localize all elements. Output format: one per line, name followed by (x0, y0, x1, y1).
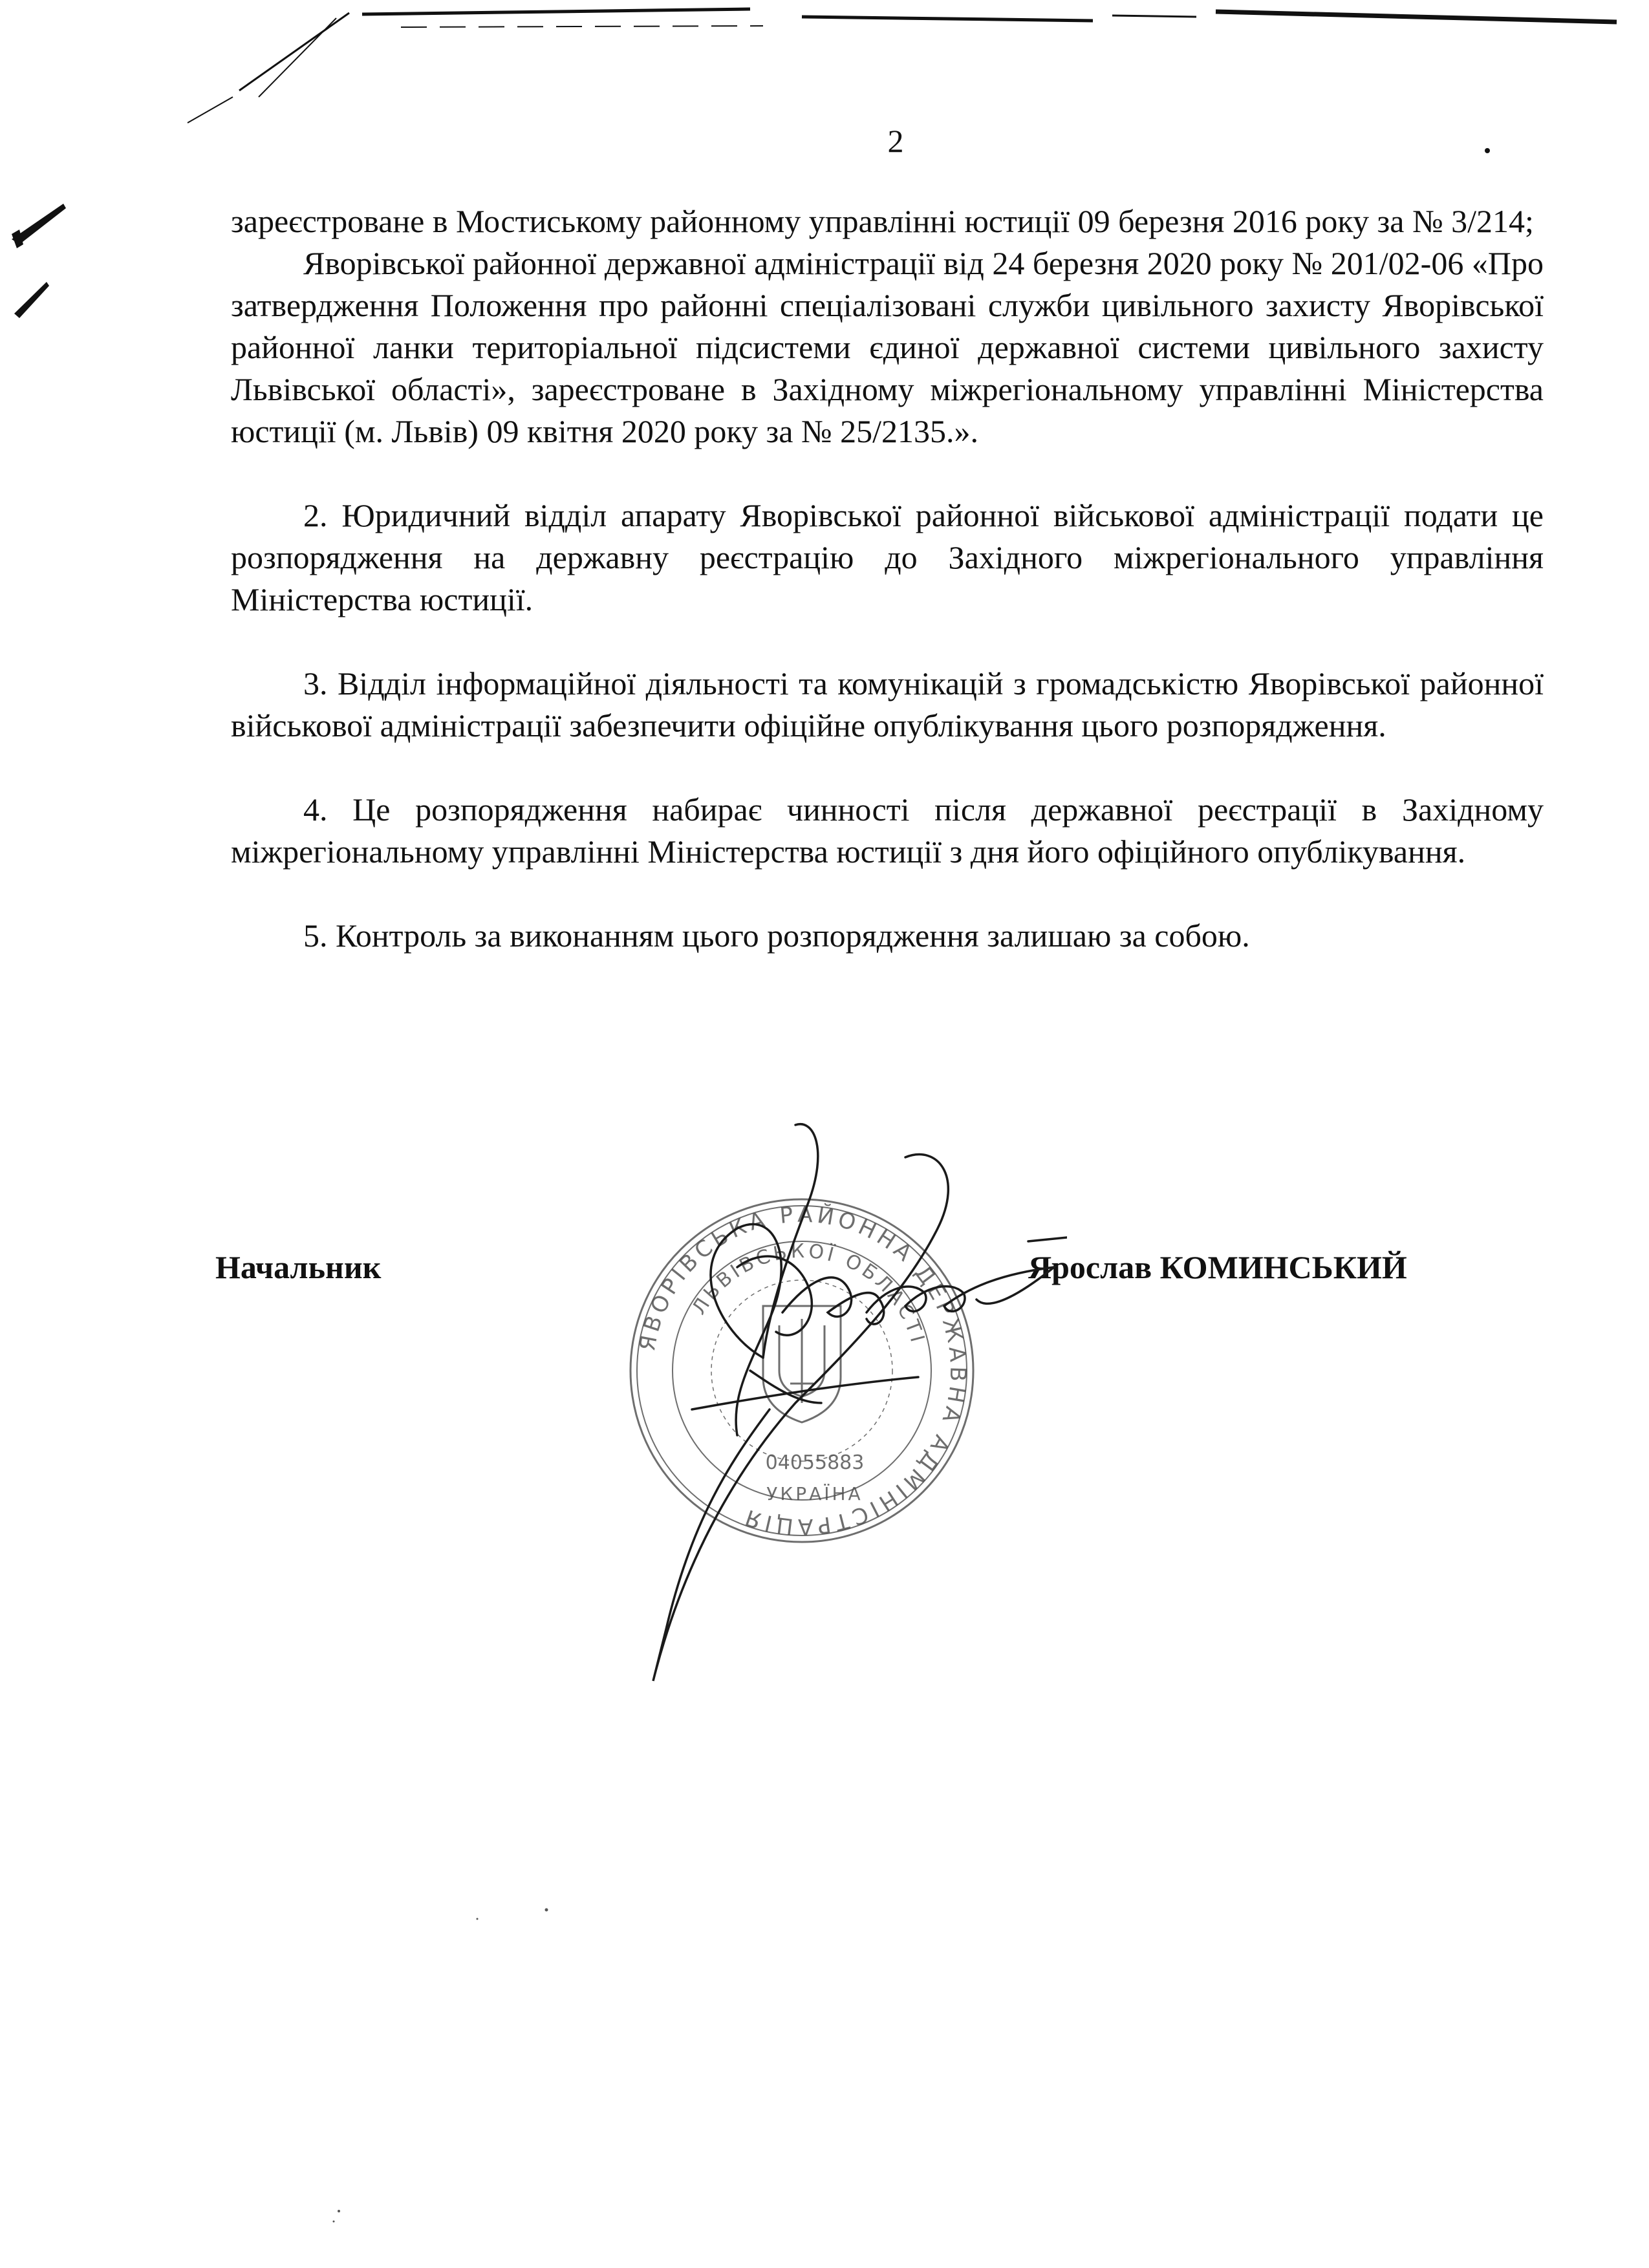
paragraph-order-reference: Яворівської районної державної адміністрації від 24 березня 2020 року № 201/02-06 «Про затвердження Положення про районні спеціалізовані служби цивільного захисту Яворівської районної ланки територіальної підсистеми єдиної державної системи цивільного захисту Львівської області», зареєстроване в Західному міжрегіональному управлінні Міністерства юстиції (м. Львів) 09 квітня 2020 року за № 25/2135.». (231, 245, 1544, 449)
stamp-inner-text: ЛЬВІВСЬКОЇ ОБЛАСТІ (687, 1239, 930, 1348)
position-title: Начальник (215, 1249, 382, 1285)
signer-name: Ярослав КОМИНСЬКИЙ (1028, 1249, 1407, 1285)
handwritten-signature (601, 1099, 1067, 1733)
paragraph-item-2: 2. Юридичний відділ апарату Яворівської районної військової адміністрації подати це розпорядження на державну реєстрацію до Західного міжрегіонального управління Міністерства юстиції. (231, 497, 1544, 617)
paragraph-item-3: 3. Відділ інформаційної діяльності та комунікацій з громадськістю Яворівської районної військової адміністрації забезпечити офіційне опублікування цього розпорядження. (231, 665, 1544, 744)
stamp-code: 04055883 (765, 1451, 865, 1474)
paragraph-item-4: 4. Це розпорядження набирає чинності після державної реєстрації в Західному міжрегіональному управлінні Міністерства юстиції з дня його офіційного опублікування. (231, 791, 1544, 870)
stamp-country: УКРАЇНА (766, 1483, 863, 1504)
stamp-outer-text: ЯВОРІВСЬКА РАЙОННА ДЕРЖАВНА АДМІНІСТРАЦІЯ (634, 1201, 971, 1540)
paragraph-item-5: 5. Контроль за виконанням цього розпорядження залишаю за собою. (303, 917, 1250, 954)
page-number: 2 (887, 123, 904, 159)
paragraph-registration-continued: зареєстроване в Мостиському районному управлінні юстиції 09 березня 2016 року за № 3/214; (231, 203, 1534, 239)
